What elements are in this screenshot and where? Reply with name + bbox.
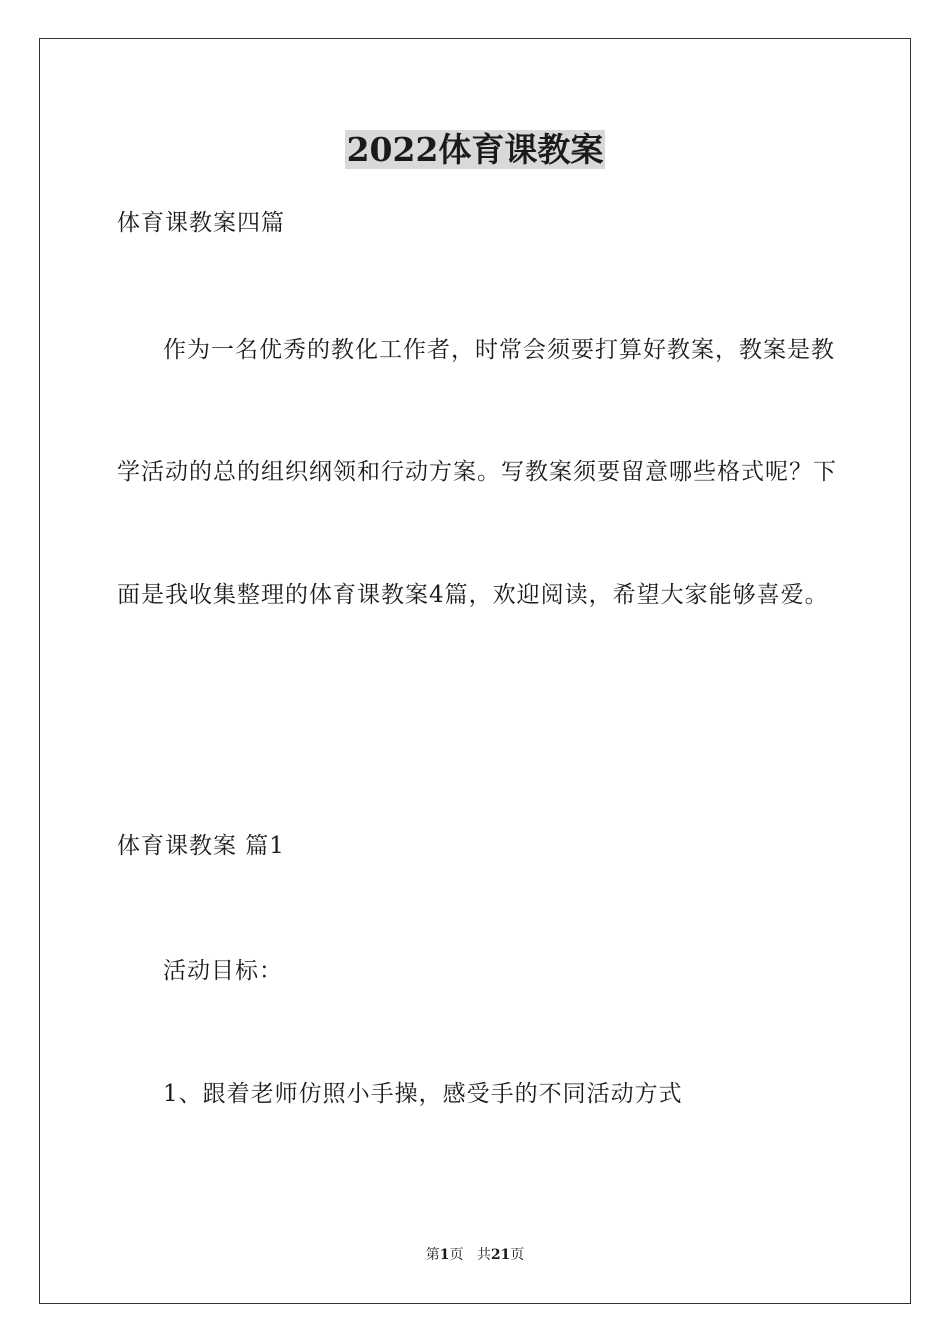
intro-paragraph-line-2: 学活动的总的组织纲领和行动方案。写教案须要留意哪些格式呢？下 bbox=[117, 459, 837, 485]
intro-paragraph-line-1: 作为一名优秀的教化工作者，时常会须要打算好教案，教案是教 bbox=[163, 337, 835, 363]
footer-page-suffix: 页 bbox=[449, 1247, 464, 1263]
page-footer bbox=[0, 1246, 950, 1264]
footer-total-prefix: 共 bbox=[476, 1247, 491, 1263]
goal-item-1: 1、跟着老师仿照小手操，感受手的不同活动方式 bbox=[163, 1081, 683, 1107]
footer-page-prefix: 第 bbox=[425, 1247, 440, 1263]
section-heading: 体育课教案 篇1 bbox=[117, 833, 285, 859]
footer-total-pages: 21 bbox=[490, 1247, 511, 1263]
goals-label: 活动目标： bbox=[163, 958, 283, 984]
intro-paragraph-line-3: 面是我收集整理的体育课教案4篇，欢迎阅读，希望大家能够喜爱。 bbox=[117, 582, 829, 608]
document-title bbox=[0, 128, 950, 172]
document-subtitle: 体育课教案四篇 bbox=[117, 210, 285, 236]
footer-page-number: 1 bbox=[439, 1247, 450, 1263]
document-title-text: 2022体育课教案 bbox=[346, 130, 604, 169]
footer-total-suffix: 页 bbox=[510, 1247, 525, 1263]
